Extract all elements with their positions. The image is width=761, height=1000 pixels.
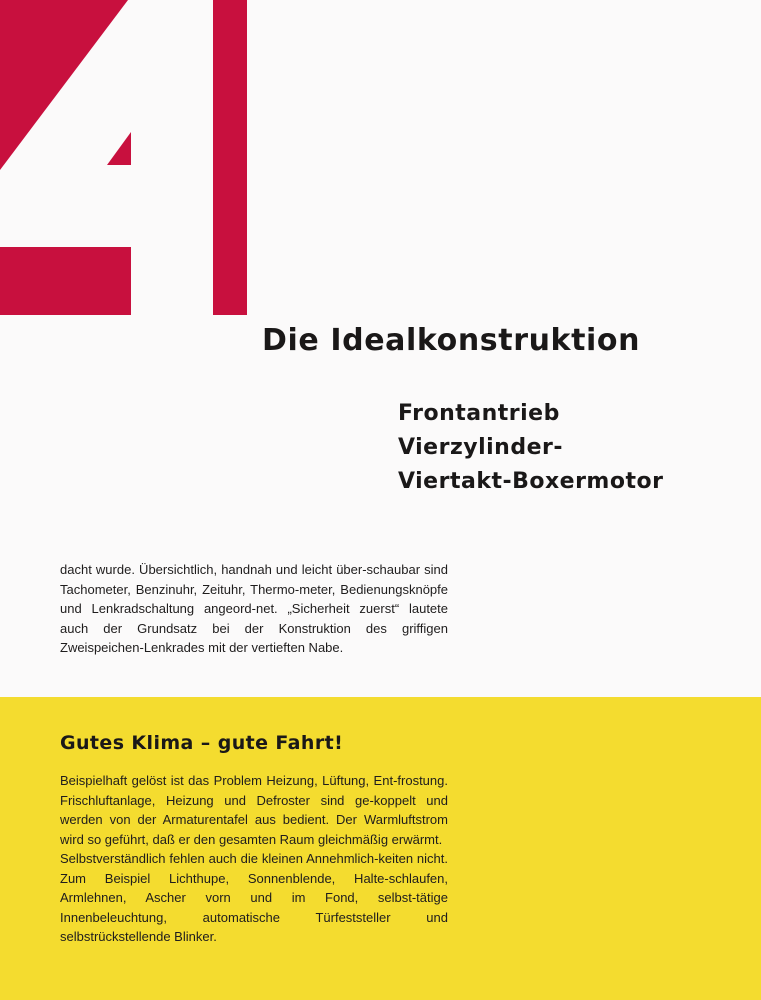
- subheading-group: [398, 397, 663, 499]
- climate-body: [60, 771, 448, 947]
- section-number-four-graphic: [0, 0, 250, 320]
- four-crossbar-left: [0, 247, 131, 315]
- four-diagonal-stroke: [0, 0, 128, 170]
- subhead-four-cylinder: Vierzylinder-: [398, 435, 563, 460]
- climate-heading: Gutes Klima – gute Fahrt!: [60, 732, 344, 754]
- four-crossbar-notch: [107, 132, 131, 165]
- subhead-front-drive: Frontantrieb: [398, 401, 560, 426]
- four-stem: [213, 0, 247, 315]
- climate-paragraph-amenities: Selbstverständlich fehlen auch die kleinen Annehmlich-keiten nicht. Zum Beispiel Lichthupe, Sonnenblende, Halte-schlaufen, Armlehnen, Ascher vorn und im Fond, selbst-tätige Innenbeleuchtung, automatische Türfeststeller und selbstrückstellende Blinker.: [60, 851, 448, 944]
- intro-paragraph: dacht wurde. Übersichtlich, handnah und leicht über-schaubar sind Tachometer, Benzinuhr, Zeituhr, Thermo-meter, Bedienungsknöpfe und Lenkradschaltung angeord-net. „Sicherheit zuerst“ lautete auch der Grundsatz bei der Konstruktion des griffigen Zweispeichen-Lenkrades mit der vertieften Nabe.: [60, 562, 448, 655]
- climate-section: [0, 697, 761, 1000]
- subhead-boxer-engine: Viertakt-Boxermotor: [398, 469, 664, 494]
- page-headline: Die Idealkonstruktion: [262, 323, 641, 358]
- climate-paragraph-heating: Beispielhaft gelöst ist das Problem Heizung, Lüftung, Ent-frostung. Frischluftanlage, Heizung und Defroster sind ge-koppelt und werden von der Armaturentafel aus bedient. Der Warmluftstrom wird so geführt, daß er den gesamten Raum gleichmäßig erwärmt.: [60, 773, 448, 847]
